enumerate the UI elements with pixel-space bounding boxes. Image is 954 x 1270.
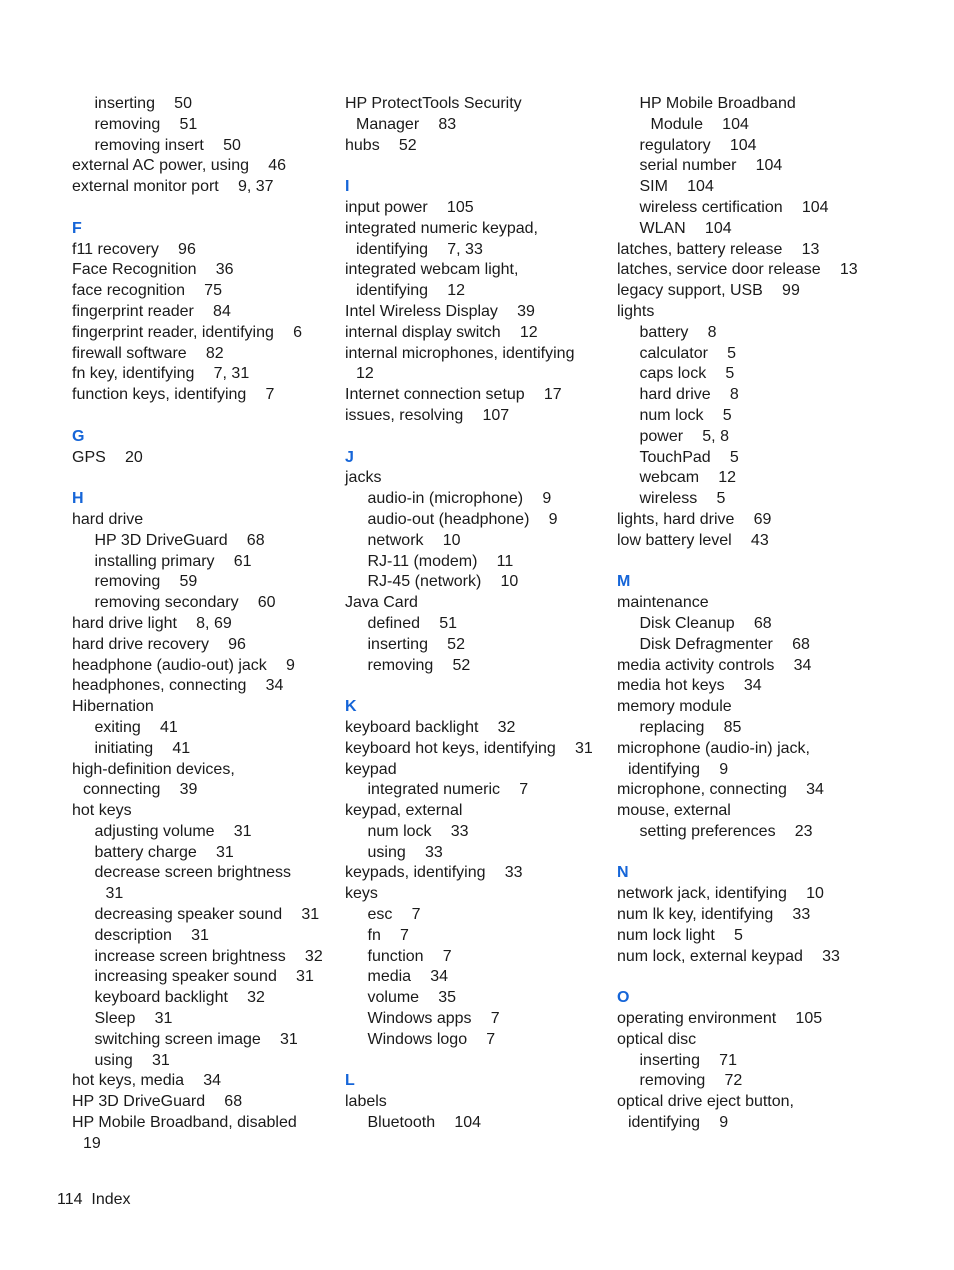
index-subentry: removing 59	[94, 573, 198, 591]
index-entry: media hot keys 34	[617, 677, 762, 695]
index-subentry: removing insert 50	[94, 136, 241, 154]
index-subentry: wireless 5	[639, 490, 726, 508]
section-spacer	[345, 156, 607, 177]
index-subentry: inserting 71	[639, 1051, 737, 1069]
index-entry: num lk key, identifying 33	[617, 906, 811, 924]
section-spacer	[345, 1051, 607, 1072]
index-subentry: RJ-45 (network) 10	[367, 573, 519, 591]
index-entry: fn key, identifying 7, 31	[72, 365, 250, 383]
index-entry: Internet connection setup 17	[345, 386, 562, 404]
index-letter-heading: I	[345, 178, 350, 196]
index-entry: external AC power, using 46	[72, 157, 286, 175]
section-spacer	[617, 552, 867, 573]
index-subentry: integrated numeric 7	[367, 781, 529, 799]
index-subentry: using 33	[367, 843, 443, 861]
index-letter-heading: H	[72, 490, 84, 508]
index-entry: 12	[356, 365, 374, 383]
index-entry: Intel Wireless Display 39	[345, 302, 535, 320]
index-subentry: serial number 104	[639, 157, 783, 175]
index-subentry: WLAN 104	[639, 219, 732, 237]
index-letter-heading: M	[617, 573, 631, 591]
index-entry: keyboard hot keys, identifying 31	[345, 739, 593, 757]
index-subentry: 31	[105, 885, 124, 903]
index-entry: hard drive	[72, 510, 144, 528]
index-entry: lights, hard drive 69	[617, 510, 772, 528]
index-entry: Manager 83	[356, 115, 457, 133]
index-subentry: keyboard backlight 32	[94, 989, 265, 1007]
index-subentry: defined 51	[367, 614, 457, 632]
index-subentry: removing 52	[367, 656, 471, 674]
index-entry: function keys, identifying 7	[72, 386, 275, 404]
index-subentry: SIM 104	[639, 178, 714, 196]
index-subentry: network 10	[367, 531, 461, 549]
index-entry: microphone (audio-in) jack,	[617, 739, 810, 757]
index-entry: legacy support, USB 99	[617, 282, 800, 300]
index-entry: labels	[345, 1093, 387, 1111]
index-entry: optical disc	[617, 1030, 697, 1048]
index-subentry: wireless certification 104	[639, 198, 829, 216]
index-entry: hard drive light 8, 69	[72, 614, 232, 632]
index-subentry: Sleep 31	[94, 1010, 173, 1028]
index-subentry: adjusting volume 31	[94, 822, 252, 840]
index-entry: identifying 12	[356, 282, 466, 300]
index-entry: fingerprint reader 84	[72, 302, 231, 320]
index-entry: headphones, connecting 34	[72, 677, 284, 695]
index-column-1	[72, 94, 334, 1155]
section-spacer	[72, 406, 334, 427]
index-entry: integrated webcam light,	[345, 261, 519, 279]
index-entry: optical drive eject button,	[617, 1093, 794, 1111]
index-entry: Face Recognition 36	[72, 261, 234, 279]
index-entry: num lock light 5	[617, 926, 743, 944]
index-entry: keypad	[345, 760, 397, 778]
index-subentry: TouchPad 5	[639, 448, 739, 466]
index-letter-heading: J	[345, 448, 354, 466]
index-column-3	[617, 94, 867, 1134]
index-subentry: increase screen brightness 32	[94, 947, 323, 965]
index-entry: latches, service door release 13	[617, 261, 858, 279]
index-subentry: caps lock 5	[639, 365, 735, 383]
index-entry: firewall software 82	[72, 344, 224, 362]
index-subentry: calculator 5	[639, 344, 737, 362]
index-subentry: inserting 50	[94, 95, 192, 112]
index-entry: network jack, identifying 10	[617, 885, 824, 903]
index-subentry: battery charge 31	[94, 843, 234, 861]
index-subentry: esc 7	[367, 906, 421, 924]
index-subentry: HP Mobile Broadband	[639, 95, 796, 112]
index-subentry: Disk Cleanup 68	[639, 614, 772, 632]
index-subentry: Windows logo 7	[367, 1030, 496, 1048]
index-entry: num lock, external keypad 33	[617, 947, 840, 965]
section-spacer	[72, 468, 334, 489]
section-spacer	[345, 427, 607, 448]
section-spacer	[617, 843, 867, 864]
index-entry: connecting 39	[83, 781, 198, 799]
index-entry: keyboard backlight 32	[345, 718, 516, 736]
index-letter-heading: O	[617, 989, 630, 1007]
index-subentry: exiting 41	[94, 718, 178, 736]
index-subentry: Module 104	[650, 115, 749, 133]
index-entry: external monitor port 9, 37	[72, 178, 274, 196]
page-number: 114	[57, 1191, 83, 1208]
index-entry: mouse, external	[617, 802, 731, 820]
index-subentry: setting preferences 23	[639, 822, 813, 840]
index-entry: fingerprint reader, identifying 6	[72, 323, 302, 341]
index-letter-heading: G	[72, 427, 85, 445]
index-entry: media activity controls 34	[617, 656, 812, 674]
index-subentry: description 31	[94, 926, 209, 944]
index-subentry: removing secondary 60	[94, 594, 276, 612]
index-subentry: switching screen image 31	[94, 1030, 298, 1048]
index-entry: jacks	[345, 469, 382, 487]
index-letter-heading: L	[345, 1072, 355, 1090]
index-subentry: power 5, 8	[639, 427, 729, 445]
section-spacer	[617, 967, 867, 988]
index-subentry: decreasing speaker sound 31	[94, 906, 320, 924]
index-entry: face recognition 75	[72, 282, 222, 300]
index-letter-heading: F	[72, 219, 82, 237]
index-entry: identifying 9	[628, 760, 729, 778]
index-subentry: decrease screen brightness	[94, 864, 292, 882]
index-entry: Java Card	[345, 594, 418, 612]
index-subentry: battery 8	[639, 323, 717, 341]
index-entry: integrated numeric keypad,	[345, 219, 538, 237]
index-subentry: initiating 41	[94, 739, 191, 757]
index-entry: hot keys, media 34	[72, 1072, 222, 1090]
index-subentry: webcam 12	[639, 469, 737, 487]
index-subentry: using 31	[94, 1051, 170, 1069]
index-entry: HP ProtectTools Security	[345, 95, 522, 112]
index-subentry: inserting 52	[367, 635, 465, 653]
index-entry: HP 3D DriveGuard 68	[72, 1093, 243, 1111]
index-subentry: RJ-11 (modem) 11	[367, 552, 514, 570]
index-entry: headphone (audio-out) jack 9	[72, 656, 295, 674]
index-entry: 19	[83, 1134, 101, 1152]
page-footer	[57, 1190, 131, 1211]
index-entry: HP Mobile Broadband, disabled	[72, 1114, 297, 1132]
index-subentry: installing primary 61	[94, 552, 252, 570]
index-letter-heading: N	[617, 864, 629, 882]
index-entry: low battery level 43	[617, 531, 769, 549]
index-entry: lights	[617, 302, 655, 320]
section-spacer	[345, 676, 607, 697]
index-subentry: media 34	[367, 968, 449, 986]
index-entry: identifying 9	[628, 1114, 729, 1132]
index-entry: hubs 52	[345, 136, 417, 154]
index-entry: keypads, identifying 33	[345, 864, 523, 882]
index-entry: memory module	[617, 698, 732, 716]
index-subentry: replacing 85	[639, 718, 742, 736]
index-entry: f11 recovery 96	[72, 240, 196, 258]
index-entry: keypad, external	[345, 802, 463, 820]
index-entry: maintenance	[617, 594, 709, 612]
index-entry: Hibernation	[72, 698, 154, 716]
index-entry: keys	[345, 885, 378, 903]
index-subentry: hard drive 8	[639, 386, 739, 404]
index-subentry: num lock 5	[639, 406, 732, 424]
index-subentry: audio-out (headphone) 9	[367, 510, 558, 528]
index-letter-heading: K	[345, 698, 357, 716]
index-column-2	[345, 94, 607, 1134]
section-spacer	[72, 198, 334, 219]
index-entry: latches, battery release 13	[617, 240, 820, 258]
index-subentry: function 7	[367, 947, 452, 965]
index-entry: input power 105	[345, 198, 474, 216]
index-entry: high-definition devices,	[72, 760, 235, 778]
index-subentry: regulatory 104	[639, 136, 757, 154]
index-subentry: Bluetooth 104	[367, 1114, 482, 1132]
index-entry: hot keys	[72, 802, 132, 820]
index-subentry: removing 51	[94, 115, 198, 133]
index-subentry: Windows apps 7	[367, 1010, 500, 1028]
index-subentry: increasing speaker sound 31	[94, 968, 314, 986]
index-subentry: removing 72	[639, 1072, 743, 1090]
index-entry: internal microphones, identifying	[345, 344, 575, 362]
index-subentry: HP 3D DriveGuard 68	[94, 531, 265, 549]
index-subentry: audio-in (microphone) 9	[367, 490, 552, 508]
footer-section: Index	[91, 1191, 131, 1208]
index-entry: operating environment 105	[617, 1010, 823, 1028]
index-subentry: fn 7	[367, 926, 409, 944]
index-subentry: volume 35	[367, 989, 457, 1007]
index-subentry: num lock 33	[367, 822, 469, 840]
index-entry: identifying 7, 33	[356, 240, 483, 258]
index-entry: internal display switch 12	[345, 323, 538, 341]
index-entry: GPS 20	[72, 448, 143, 466]
index-entry: issues, resolving 107	[345, 406, 510, 424]
index-entry: microphone, connecting 34	[617, 781, 824, 799]
index-subentry: Disk Defragmenter 68	[639, 635, 810, 653]
index-entry: hard drive recovery 96	[72, 635, 246, 653]
